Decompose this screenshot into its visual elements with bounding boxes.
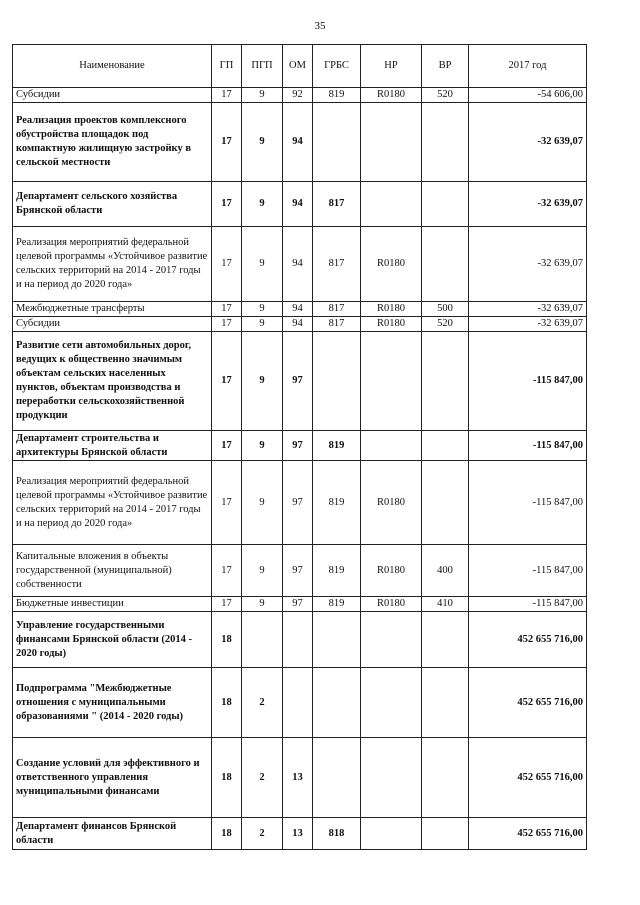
cell-nr: R0180: [361, 545, 422, 597]
cell-name: Субсидии: [13, 317, 212, 332]
cell-amount: -32 639,07: [469, 317, 587, 332]
table-row: [13, 738, 587, 818]
cell-amount: -32 639,07: [469, 182, 587, 227]
table-row: [13, 88, 587, 103]
cell-amount: -54 606,00: [469, 88, 587, 103]
cell-grbs: 819: [313, 461, 361, 545]
table-header-row: [13, 45, 587, 88]
cell-pgp: 9: [242, 302, 283, 317]
table-body: [13, 88, 587, 850]
cell-pgp: 9: [242, 597, 283, 612]
cell-nr: [361, 738, 422, 818]
cell-pgp: 9: [242, 227, 283, 302]
cell-gp: 18: [212, 738, 242, 818]
cell-pgp: 9: [242, 182, 283, 227]
cell-vr: [422, 332, 469, 431]
cell-name: Субсидии: [13, 88, 212, 103]
cell-vr: 410: [422, 597, 469, 612]
table-row: [13, 431, 587, 461]
cell-nr: [361, 182, 422, 227]
table-row: [13, 545, 587, 597]
cell-om: 94: [283, 182, 313, 227]
cell-pgp: 9: [242, 545, 283, 597]
cell-vr: [422, 818, 469, 850]
cell-grbs: 819: [313, 431, 361, 461]
cell-gp: 17: [212, 461, 242, 545]
cell-grbs: [313, 738, 361, 818]
cell-gp: 18: [212, 612, 242, 668]
column-header-grbs: ГРБС: [313, 45, 361, 88]
cell-grbs: 817: [313, 302, 361, 317]
cell-name: Реализация мероприятий федеральной целевой программы «Устойчивое развитие сельских территорий на 2014 - 2017 годы и на период до 2020 года»: [13, 227, 212, 302]
cell-grbs: 817: [313, 227, 361, 302]
cell-name: Бюджетные инвестиции: [13, 597, 212, 612]
cell-om: 92: [283, 88, 313, 103]
cell-vr: [422, 182, 469, 227]
cell-amount: -115 847,00: [469, 597, 587, 612]
budget-table: [12, 44, 587, 850]
cell-nr: [361, 431, 422, 461]
cell-grbs: 819: [313, 597, 361, 612]
cell-om: 97: [283, 597, 313, 612]
cell-nr: [361, 612, 422, 668]
table-row: [13, 461, 587, 545]
cell-gp: 17: [212, 103, 242, 182]
cell-om: 97: [283, 461, 313, 545]
cell-vr: [422, 612, 469, 668]
cell-pgp: 2: [242, 668, 283, 738]
cell-om: 94: [283, 103, 313, 182]
table-row: [13, 302, 587, 317]
cell-gp: 17: [212, 545, 242, 597]
cell-name: Реализация мероприятий федеральной целевой программы «Устойчивое развитие сельских территорий на 2014 - 2017 годы и на период до 2020 года»: [13, 461, 212, 545]
cell-amount: -32 639,07: [469, 227, 587, 302]
column-header-om: ОМ: [283, 45, 313, 88]
cell-grbs: 818: [313, 818, 361, 850]
cell-nr: [361, 332, 422, 431]
table-row: [13, 182, 587, 227]
cell-grbs: 817: [313, 182, 361, 227]
cell-vr: 500: [422, 302, 469, 317]
cell-gp: 17: [212, 88, 242, 103]
cell-nr: R0180: [361, 302, 422, 317]
cell-om: 97: [283, 332, 313, 431]
cell-nr: [361, 818, 422, 850]
cell-vr: [422, 103, 469, 182]
column-header-pgp: ПГП: [242, 45, 283, 88]
column-header-gp: ГП: [212, 45, 242, 88]
cell-nr: R0180: [361, 88, 422, 103]
cell-amount: 452 655 716,00: [469, 668, 587, 738]
cell-gp: 17: [212, 302, 242, 317]
cell-nr: R0180: [361, 227, 422, 302]
cell-vr: [422, 227, 469, 302]
cell-vr: [422, 431, 469, 461]
cell-pgp: 9: [242, 332, 283, 431]
cell-name: Развитие сети автомобильных дорог, ведущих к общественно значимым объектам сельских населенных пунктов, объектам производства и переработки сельскохозяйственной продукции: [13, 332, 212, 431]
table-row: [13, 332, 587, 431]
cell-amount: -115 847,00: [469, 545, 587, 597]
cell-gp: 17: [212, 317, 242, 332]
table-row: [13, 597, 587, 612]
cell-vr: 400: [422, 545, 469, 597]
column-header-vr: ВР: [422, 45, 469, 88]
cell-amount: -32 639,07: [469, 103, 587, 182]
cell-om: 94: [283, 227, 313, 302]
table-row: [13, 818, 587, 850]
cell-pgp: 9: [242, 317, 283, 332]
cell-pgp: 9: [242, 103, 283, 182]
cell-name: Создание условий для эффективного и ответственного управления муниципальными финансами: [13, 738, 212, 818]
column-header-name: Наименование: [13, 45, 212, 88]
cell-gp: 17: [212, 597, 242, 612]
table-row: [13, 668, 587, 738]
cell-pgp: 2: [242, 818, 283, 850]
cell-gp: 17: [212, 431, 242, 461]
cell-amount: 452 655 716,00: [469, 818, 587, 850]
cell-om: [283, 612, 313, 668]
cell-amount: 452 655 716,00: [469, 612, 587, 668]
cell-pgp: 9: [242, 431, 283, 461]
cell-nr: [361, 103, 422, 182]
cell-pgp: 2: [242, 738, 283, 818]
cell-pgp: 9: [242, 88, 283, 103]
table-row: [13, 612, 587, 668]
cell-gp: 17: [212, 332, 242, 431]
cell-grbs: 819: [313, 88, 361, 103]
cell-vr: 520: [422, 317, 469, 332]
cell-om: 13: [283, 738, 313, 818]
cell-vr: [422, 738, 469, 818]
cell-om: [283, 668, 313, 738]
cell-gp: 17: [212, 227, 242, 302]
cell-amount: 452 655 716,00: [469, 738, 587, 818]
cell-om: 97: [283, 431, 313, 461]
cell-amount: -115 847,00: [469, 431, 587, 461]
cell-amount: -32 639,07: [469, 302, 587, 317]
cell-pgp: 9: [242, 461, 283, 545]
page-number: 35: [314, 20, 326, 32]
cell-vr: [422, 461, 469, 545]
cell-om: 94: [283, 317, 313, 332]
cell-om: 97: [283, 545, 313, 597]
cell-om: 13: [283, 818, 313, 850]
cell-gp: 18: [212, 818, 242, 850]
cell-grbs: [313, 332, 361, 431]
cell-grbs: [313, 668, 361, 738]
cell-vr: [422, 668, 469, 738]
cell-grbs: [313, 103, 361, 182]
cell-amount: -115 847,00: [469, 332, 587, 431]
cell-name: Департамент сельского хозяйства Брянской области: [13, 182, 212, 227]
cell-nr: R0180: [361, 317, 422, 332]
table-row: [13, 227, 587, 302]
cell-name: Подпрограмма "Межбюджетные отношения с муниципальными образованиями " (2014 - 2020 годы): [13, 668, 212, 738]
cell-name: Управление государственными финансами Брянской области (2014 - 2020 годы): [13, 612, 212, 668]
cell-grbs: 819: [313, 545, 361, 597]
cell-name: Департамент финансов Брянской области: [13, 818, 212, 850]
cell-gp: 18: [212, 668, 242, 738]
table-row: [13, 317, 587, 332]
cell-nr: [361, 668, 422, 738]
cell-vr: 520: [422, 88, 469, 103]
cell-name: Межбюджетные трансферты: [13, 302, 212, 317]
cell-name: Департамент строительства и архитектуры Брянской области: [13, 431, 212, 461]
cell-nr: R0180: [361, 597, 422, 612]
column-header-nr: НР: [361, 45, 422, 88]
cell-name: Капитальные вложения в объекты государственной (муниципальной) собственности: [13, 545, 212, 597]
cell-grbs: 817: [313, 317, 361, 332]
cell-nr: R0180: [361, 461, 422, 545]
table-row: [13, 103, 587, 182]
cell-grbs: [313, 612, 361, 668]
cell-pgp: [242, 612, 283, 668]
cell-om: 94: [283, 302, 313, 317]
cell-amount: -115 847,00: [469, 461, 587, 545]
cell-name: Реализация проектов комплексного обустройства площадок под компактную жилищную застройку в сельской местности: [13, 103, 212, 182]
column-header-year-2017: 2017 год: [469, 45, 587, 88]
cell-gp: 17: [212, 182, 242, 227]
